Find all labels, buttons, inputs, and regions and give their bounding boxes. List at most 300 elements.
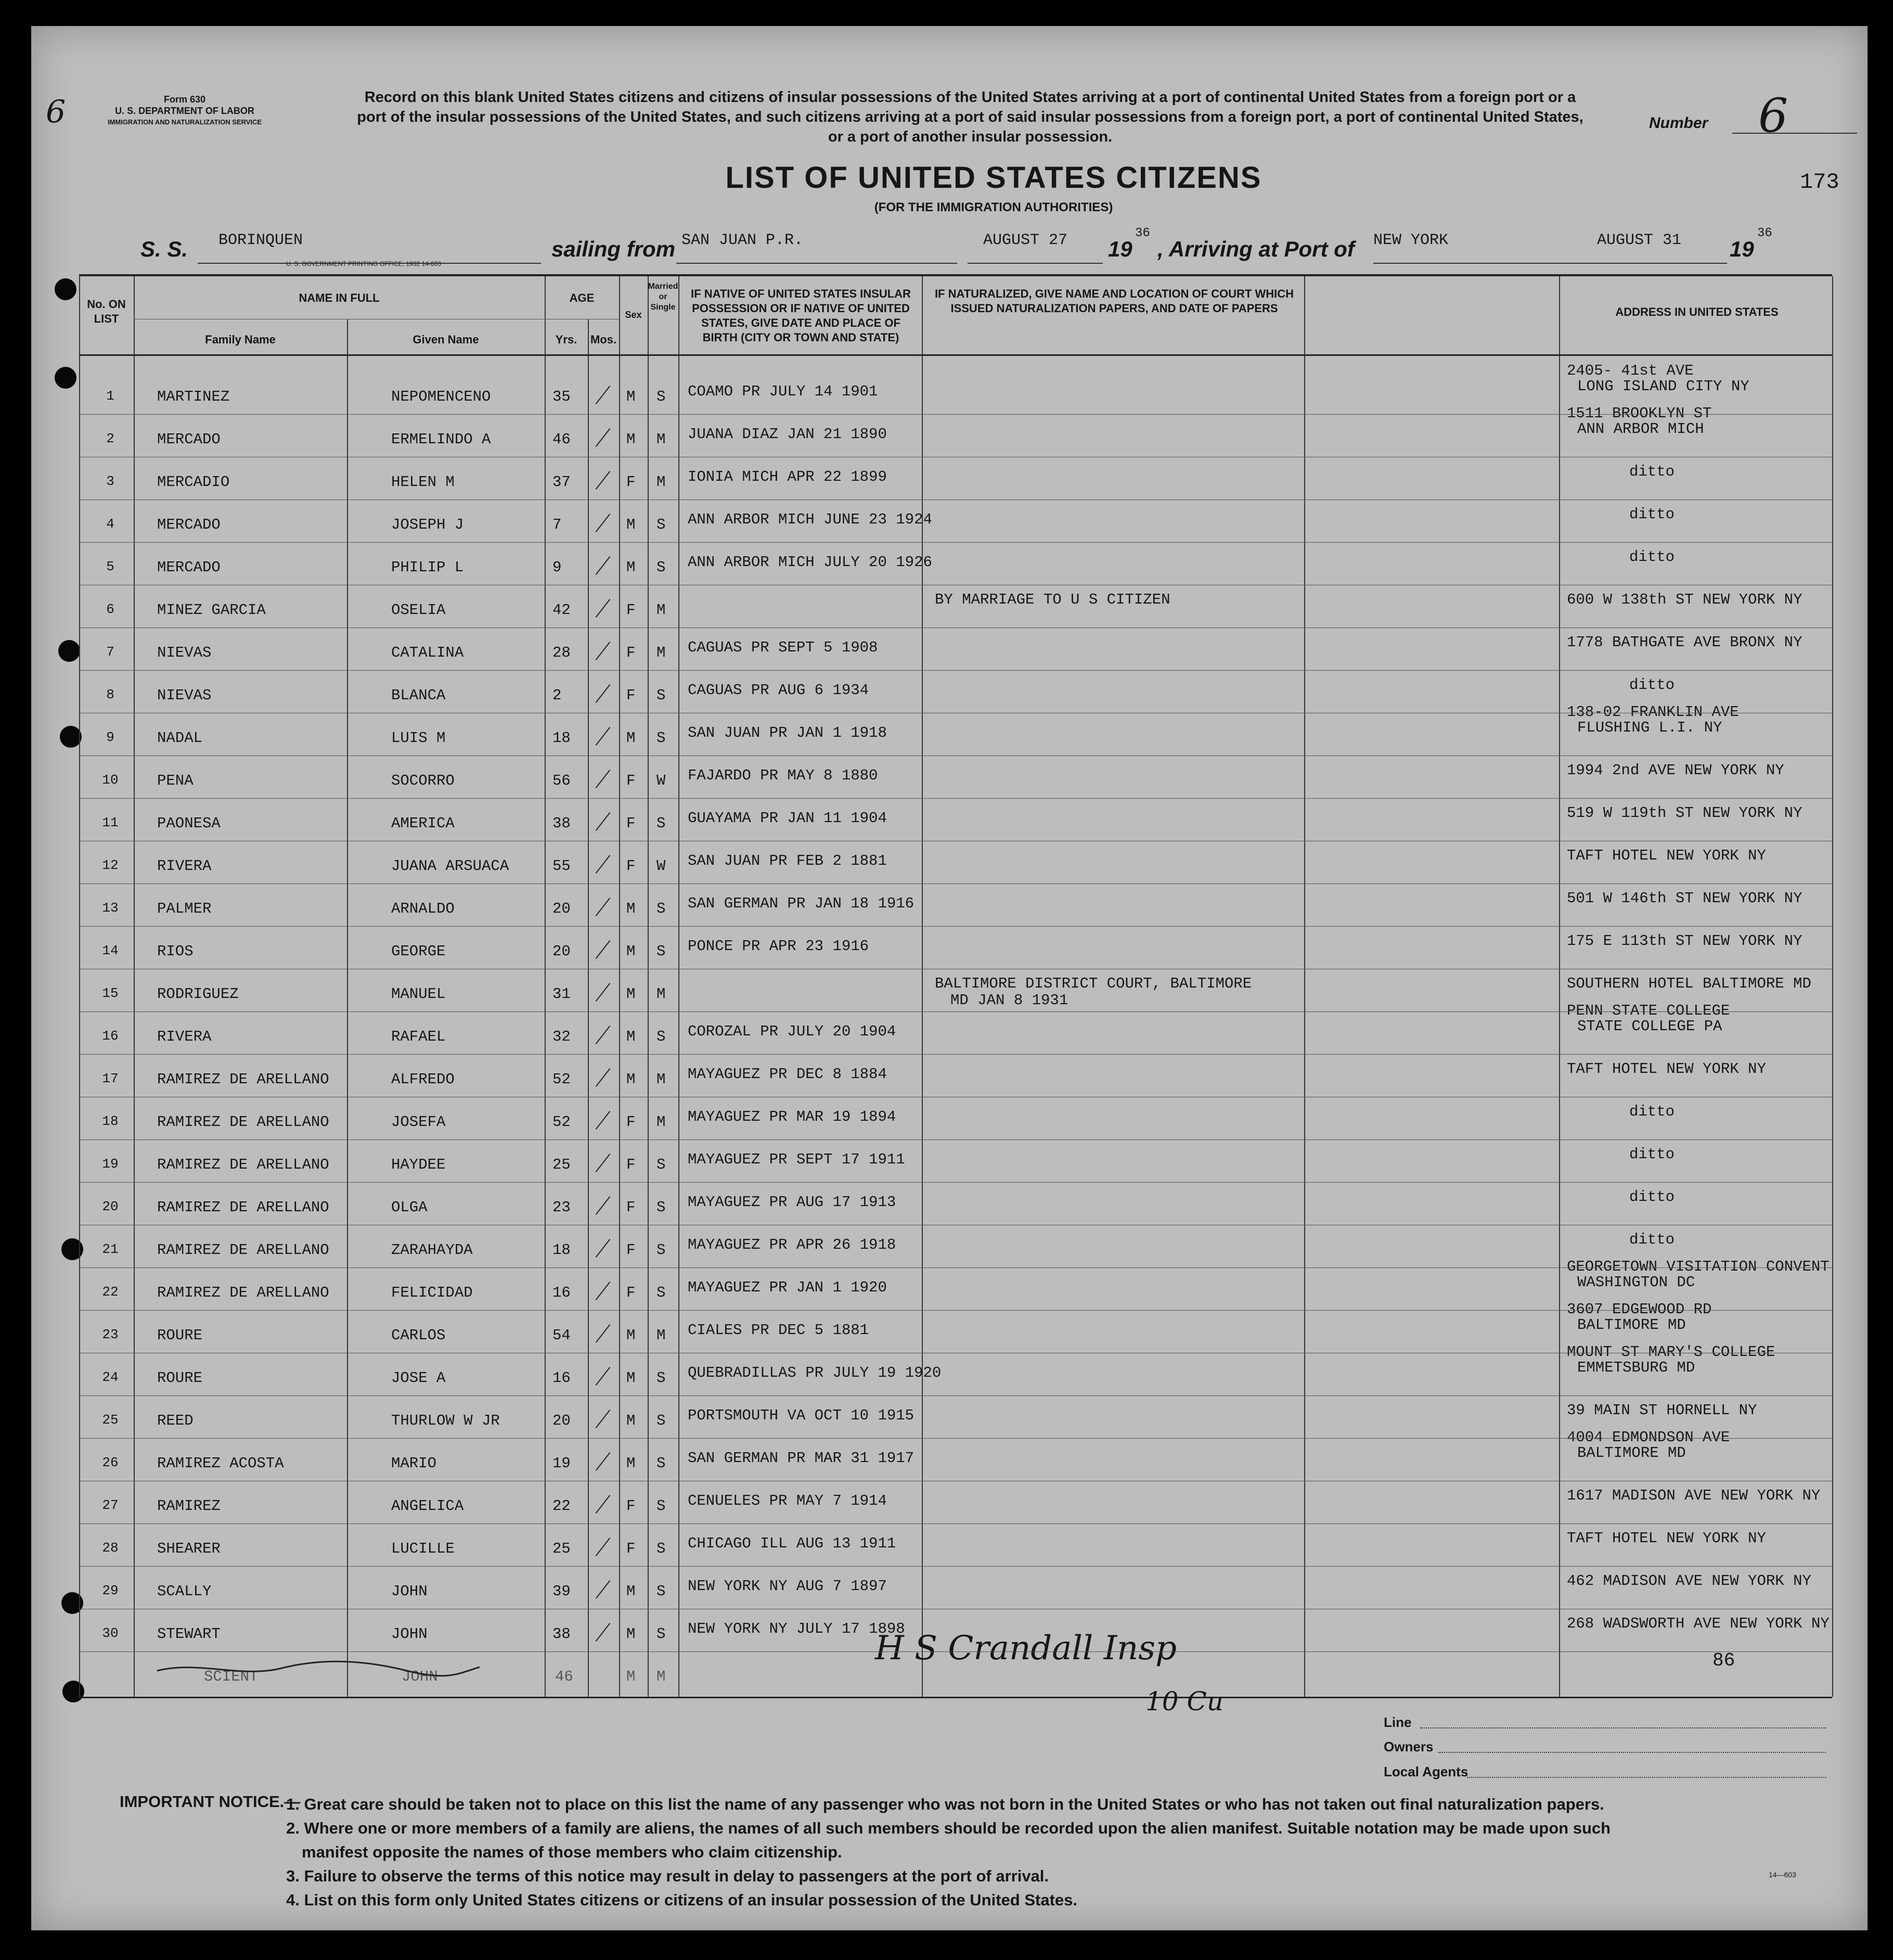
row-number: 5	[106, 559, 114, 574]
punch-hole	[55, 367, 76, 389]
col-married: Married or Single	[648, 282, 678, 312]
sex: M	[626, 1071, 636, 1088]
months-tick-mark	[596, 898, 611, 916]
address-line-1: 519 W 119th ST NEW YORK NY	[1567, 804, 1802, 822]
sex: F	[626, 644, 636, 661]
row-number: 22	[102, 1284, 119, 1300]
year-prefix: 19	[1108, 237, 1132, 261]
address-line-1: GEORGETOWN VISITATION CONVENT	[1567, 1258, 1830, 1275]
manifest-sheet	[31, 26, 1868, 1930]
months-tick-mark	[596, 855, 611, 874]
age-years: 20	[552, 1412, 571, 1429]
marital-status: S	[656, 1284, 666, 1301]
given-name: FELICIDAD	[391, 1284, 473, 1301]
birth-place-date: CENUELES PR MAY 7 1914	[688, 1492, 887, 1509]
notice-2-cont: manifest opposite the names of those members who claim citizenship.	[302, 1843, 842, 1861]
marital-status: M	[656, 985, 666, 1003]
row-number: 29	[102, 1583, 119, 1598]
row-rule	[79, 670, 1832, 671]
inspector-signature: H S Crandall Insp	[875, 1629, 1177, 1668]
arrival-year: 36	[1757, 226, 1772, 240]
family-name: RIOS	[157, 943, 194, 960]
family-name: SHEARER	[157, 1540, 221, 1557]
row-number: 18	[102, 1113, 119, 1129]
agents-field	[1467, 1777, 1826, 1778]
row-rule	[79, 1182, 1832, 1183]
row-number: 20	[102, 1199, 119, 1214]
row-number: 27	[102, 1497, 119, 1513]
sex: F	[626, 1199, 636, 1216]
family-name: RIVERA	[157, 857, 212, 875]
given-name: ZARAHAYDA	[391, 1241, 473, 1259]
birth-place-date: ANN ARBOR MICH JULY 20 1926	[688, 554, 932, 571]
family-name: RIVERA	[157, 1028, 212, 1045]
sex: F	[626, 1241, 636, 1259]
sex: F	[626, 1284, 636, 1301]
row-number: 3	[106, 473, 114, 489]
col-address: ADDRESS IN UNITED STATES	[1615, 305, 1779, 318]
owners-label: Owners	[1384, 1739, 1434, 1754]
birth-place-date: SAN JUAN PR JAN 1 1918	[688, 724, 887, 741]
row-rule	[79, 755, 1832, 756]
row-number: 2	[106, 431, 114, 446]
age-years: 55	[552, 857, 571, 875]
row-number: 8	[106, 687, 114, 702]
birth-place-date: QUEBRADILLAS PR JULY 19 1920	[688, 1364, 942, 1381]
family-name: RAMIREZ DE ARELLANO	[157, 1156, 329, 1173]
months-tick-mark	[596, 1239, 611, 1258]
notice-title: IMPORTANT NOTICE.—	[120, 1792, 301, 1811]
months-tick-mark	[596, 1111, 611, 1130]
months-tick-mark	[596, 1196, 611, 1215]
row-number: 7	[106, 644, 114, 660]
sex: M	[626, 1028, 636, 1045]
given-name: MARIO	[391, 1455, 437, 1472]
page-number: 173	[1800, 170, 1839, 195]
punch-hole	[60, 726, 82, 748]
marital-status: S	[656, 516, 666, 533]
marital-status: S	[656, 815, 666, 832]
row-number: 4	[106, 516, 114, 532]
row-rule	[79, 1011, 1832, 1012]
from-line	[676, 263, 957, 264]
months-tick-mark	[596, 386, 611, 404]
sex: M	[626, 1455, 636, 1472]
sex: F	[626, 1113, 636, 1131]
number-label: Number	[1649, 114, 1708, 132]
birth-place-date: SAN GERMAN PR JAN 18 1916	[688, 895, 915, 912]
months-tick-mark	[596, 642, 611, 660]
form-identifier	[86, 94, 284, 128]
birth-place-date: CHICAGO ILL AUG 13 1911	[688, 1535, 896, 1552]
page-subtitle: (FOR THE IMMIGRATION AUTHORITIES)	[874, 200, 1113, 214]
row-number: 6	[106, 601, 114, 617]
birth-place-date: FAJARDO PR MAY 8 1880	[688, 767, 878, 784]
marital-status: S	[656, 1412, 666, 1429]
birth-place-date: MAYAGUEZ PR SEPT 17 1911	[688, 1151, 905, 1168]
birth-place-date: JUANA DIAZ JAN 21 1890	[688, 426, 887, 443]
birth-place-date: IONIA MICH APR 22 1899	[688, 468, 887, 485]
address-line-1: ditto	[1629, 1188, 1675, 1206]
struck-given: JOHN	[402, 1668, 438, 1685]
address-line-1: 1617 MADISON AVE NEW YORK NY	[1567, 1487, 1821, 1504]
age-years: 9	[552, 559, 562, 576]
address-line-1: TAFT HOTEL NEW YORK NY	[1567, 847, 1766, 864]
strike-through	[157, 1658, 480, 1679]
sex: M	[626, 985, 636, 1003]
given-name: GEORGE	[391, 943, 446, 960]
months-tick-mark	[596, 1452, 611, 1471]
marital-status: S	[656, 687, 666, 704]
row-rule	[79, 542, 1832, 543]
family-name: RAMIREZ DE ARELLANO	[157, 1113, 329, 1131]
record-instructions: Record on this blank United States citizens and citizens of insular possessions of the United States arriving at a port of continental United States from a foreign port or a port of the insular possessions of the United States, and such citizens arriving at a port of said insular possessions from a foreign port, a port of continental United States, or a port of another insular possession.	[357, 89, 1583, 145]
address-line-1: 1994 2nd AVE NEW YORK NY	[1567, 762, 1784, 779]
passenger-table	[79, 274, 1832, 1716]
marital-status: S	[656, 1583, 666, 1600]
given-name: PHILIP L	[391, 559, 464, 576]
birth-place-date: SAN GERMAN PR MAR 31 1917	[688, 1450, 915, 1467]
birth-place-date: MAYAGUEZ PR APR 26 1918	[688, 1236, 896, 1253]
inspector-note: 10 Cu	[1145, 1686, 1224, 1716]
sex: M	[626, 900, 636, 917]
row-number: 21	[102, 1241, 119, 1257]
date-line	[968, 263, 1103, 264]
page-title: LIST OF UNITED STATES CITIZENS	[725, 161, 1262, 195]
row-rule	[79, 414, 1832, 415]
age-years: 2	[552, 687, 562, 704]
sex: F	[626, 473, 636, 491]
family-name: RAMIREZ DE ARELLANO	[157, 1284, 329, 1301]
marital-status: S	[656, 559, 666, 576]
age-years: 31	[552, 985, 571, 1003]
birth-place-date: MAYAGUEZ PR DEC 8 1884	[688, 1066, 887, 1083]
address-line-1: 462 MADISON AVE NEW YORK NY	[1567, 1572, 1811, 1590]
family-name: NADAL	[157, 729, 203, 747]
row-rule	[79, 1395, 1832, 1396]
row-rule	[79, 1566, 1832, 1567]
family-name: MERCADO	[157, 516, 221, 533]
family-name: RAMIREZ ACOSTA	[157, 1455, 284, 1472]
months-tick-mark	[596, 770, 611, 788]
months-tick-mark	[596, 1068, 611, 1087]
months-tick-mark	[596, 1324, 611, 1343]
birth-place-date: COAMO PR JULY 14 1901	[688, 383, 878, 400]
sex: M	[626, 431, 636, 448]
marital-status: S	[656, 1199, 666, 1216]
owners-field	[1438, 1752, 1826, 1753]
months-tick-mark	[596, 983, 611, 1002]
marital-status: M	[656, 1113, 666, 1131]
given-name: LUIS M	[391, 729, 446, 747]
row-number: 1	[106, 388, 114, 404]
family-name: ROURE	[157, 1369, 203, 1387]
row-rule	[79, 627, 1832, 628]
given-name: HAYDEE	[391, 1156, 446, 1173]
sex: F	[626, 1540, 636, 1557]
row-rule	[79, 1139, 1832, 1140]
given-name: LUCILLE	[391, 1540, 455, 1557]
age-years: 7	[552, 516, 562, 533]
marital-status: W	[656, 772, 666, 789]
given-name: ARNALDO	[391, 900, 455, 917]
age-years: 38	[552, 1625, 571, 1643]
line-field	[1420, 1727, 1826, 1728]
given-name: JUANA ARSUACA	[391, 857, 509, 875]
row-number: 28	[102, 1540, 119, 1556]
birth-place-date: PONCE PR APR 23 1916	[688, 938, 869, 955]
notice-2: 2. Where one or more members of a family are aliens, the names of all such members should be recorded upon the alien manifest. Suitable notation may be made upon such	[286, 1819, 1611, 1837]
birth-place-date: MAYAGUEZ PR JAN 1 1920	[688, 1279, 887, 1296]
given-name: BLANCA	[391, 687, 446, 704]
marital-status: S	[656, 1455, 666, 1472]
sail-date: AUGUST 27	[983, 232, 1068, 249]
age-years: 54	[552, 1327, 571, 1344]
family-name: RAMIREZ DE ARELLANO	[157, 1071, 329, 1088]
row-number: 25	[102, 1412, 119, 1428]
address-line-1: ditto	[1629, 1103, 1675, 1120]
address-line-1: TAFT HOTEL NEW YORK NY	[1567, 1530, 1766, 1547]
row-rule	[79, 1438, 1832, 1439]
naturalization: BALTIMORE DISTRICT COURT, BALTIMORE	[935, 975, 1252, 992]
address-line-1: ditto	[1629, 1231, 1675, 1248]
row-rule	[79, 1054, 1832, 1055]
address-line-1: 39 MAIN ST HORNELL NY	[1567, 1402, 1757, 1419]
year-prefix: 19	[1730, 237, 1754, 261]
months-tick-mark	[596, 1495, 611, 1514]
age-years: 35	[552, 388, 571, 405]
age-years: 20	[552, 900, 571, 917]
age-years: 16	[552, 1369, 571, 1387]
row-number: 14	[102, 943, 119, 958]
col-birth: IF NATIVE OF UNITED STATES INSULAR POSSESSION OR IF NATIVE OF UNITED STATES, GIVE DATE AND PLACE OF BIRTH (CITY OR TOWN AND STATE)	[691, 287, 911, 344]
col-yrs: Yrs.	[555, 333, 577, 346]
address-line-1: 4004 EDMONDSON AVE	[1567, 1429, 1730, 1446]
row-number: 10	[102, 772, 119, 788]
birth-place-date: MAYAGUEZ PR AUG 17 1913	[688, 1194, 896, 1211]
sex: F	[626, 687, 636, 704]
family-name: MERCADO	[157, 559, 221, 576]
marital-status: S	[656, 1241, 666, 1259]
age-years: 18	[552, 1241, 571, 1259]
address-line-1: PENN STATE COLLEGE	[1567, 1002, 1730, 1019]
struck-ms: M	[656, 1668, 666, 1685]
address-line-1: 2405- 41st AVE	[1567, 362, 1694, 379]
notice-3: 3. Failure to observe the terms of this notice may result in delay to passengers at the port of arrival.	[286, 1867, 1049, 1885]
sex: M	[626, 1625, 636, 1643]
row-rule	[79, 1267, 1832, 1268]
col-sex: Sex	[625, 310, 642, 320]
col-given-name: Given Name	[413, 333, 479, 346]
given-name: OLGA	[391, 1199, 428, 1216]
address-line-1: 600 W 138th ST NEW YORK NY	[1567, 591, 1802, 608]
col-mos: Mos.	[590, 333, 617, 346]
naturalization: BY MARRIAGE TO U S CITIZEN	[935, 591, 1170, 608]
marital-status: S	[656, 729, 666, 747]
sex: F	[626, 857, 636, 875]
line-label: Line	[1384, 1714, 1412, 1730]
family-name: SCALLY	[157, 1583, 212, 1600]
address-line-1: ditto	[1629, 506, 1675, 523]
given-name: CATALINA	[391, 644, 464, 661]
age-years: 25	[552, 1540, 571, 1557]
row-rule	[79, 1651, 1832, 1652]
given-name: THURLOW W JR	[391, 1412, 500, 1429]
marital-status: M	[656, 601, 666, 619]
marital-status: M	[656, 1071, 666, 1088]
sex: M	[626, 559, 636, 576]
family-name: RAMIREZ	[157, 1497, 221, 1515]
notice-1: 1. Great care should be taken not to place on this list the name of any passenger who was not born in the United States or who has not taken out final naturalization papers.	[286, 1795, 1604, 1813]
age-years: 18	[552, 729, 571, 747]
punch-hole	[58, 640, 80, 662]
address-line-1: ditto	[1629, 548, 1675, 566]
row-number: 11	[102, 815, 119, 830]
row-rule	[79, 926, 1832, 927]
birth-place-date: NEW YORK NY AUG 7 1897	[688, 1578, 887, 1595]
row-number: 26	[102, 1455, 119, 1470]
struck-sex: M	[626, 1668, 636, 1685]
given-name: OSELIA	[391, 601, 446, 619]
address-line-2: LONG ISLAND CITY NY	[1577, 378, 1749, 395]
given-name: JOSEPH J	[391, 516, 464, 533]
given-name: CARLOS	[391, 1327, 446, 1344]
given-name: SOCORRO	[391, 772, 455, 789]
marital-status: S	[656, 388, 666, 405]
age-years: 52	[552, 1071, 571, 1088]
months-tick-mark	[596, 556, 611, 575]
marital-status: S	[656, 1369, 666, 1387]
sex: M	[626, 1369, 636, 1387]
family-name: MERCADO	[157, 431, 221, 448]
sex: M	[626, 516, 636, 533]
arriving-label: , Arriving at Port of	[1157, 237, 1355, 261]
birth-place-date: CIALES PR DEC 5 1881	[688, 1322, 869, 1339]
family-name: RAMIREZ DE ARELLANO	[157, 1241, 329, 1259]
sailing-label: sailing from	[551, 237, 676, 261]
sex: F	[626, 601, 636, 619]
address-line-1: SOUTHERN HOTEL BALTIMORE MD	[1567, 975, 1811, 992]
age-years: 28	[552, 644, 571, 661]
sex: F	[626, 815, 636, 832]
marital-status: S	[656, 1156, 666, 1173]
address-line-2: WASHINGTON DC	[1577, 1274, 1695, 1291]
age-years: 25	[552, 1156, 571, 1173]
list-number: 6	[1758, 88, 1788, 143]
sex: M	[626, 388, 636, 405]
months-tick-mark	[596, 1623, 611, 1642]
sex: M	[626, 729, 636, 747]
sail-year: 36	[1135, 226, 1150, 240]
age-years: 37	[552, 473, 571, 491]
punch-hole	[55, 278, 76, 300]
months-tick-mark	[596, 1154, 611, 1172]
address-line-2: BALTIMORE MD	[1577, 1444, 1686, 1462]
given-name: JOSE A	[391, 1369, 446, 1387]
sex: M	[626, 1583, 636, 1600]
marital-status: W	[656, 857, 666, 875]
row-number: 30	[102, 1625, 119, 1641]
margin-mark: 6	[46, 94, 66, 130]
age-years: 52	[552, 1113, 571, 1131]
address-line-1: ditto	[1629, 1146, 1675, 1163]
notice-4: 4. List on this form only United States citizens or citizens of an insular possession of the United States.	[286, 1891, 1077, 1909]
age-years: 16	[552, 1284, 571, 1301]
ship-name: BORINQUEN	[218, 232, 303, 249]
sex: M	[626, 1327, 636, 1344]
row-number: 24	[102, 1369, 119, 1385]
age-years: 32	[552, 1028, 571, 1045]
family-name: PAONESA	[157, 815, 221, 832]
months-tick-mark	[596, 1282, 611, 1300]
address-line-1: TAFT HOTEL NEW YORK NY	[1567, 1060, 1766, 1078]
arrival-port: NEW YORK	[1373, 232, 1449, 249]
address-line-1: ditto	[1629, 463, 1675, 480]
marital-status: M	[656, 1327, 666, 1344]
family-name: NIEVAS	[157, 644, 212, 661]
family-name: REED	[157, 1412, 194, 1429]
service-name: IMMIGRATION AND NATURALIZATION SERVICE	[107, 118, 262, 126]
address-line-1: 268 WADSWORTH AVE NEW YORK NY	[1567, 1615, 1830, 1632]
total-count: 86	[1712, 1650, 1735, 1671]
arrival-date: AUGUST 31	[1597, 232, 1682, 249]
months-tick-mark	[596, 1367, 611, 1386]
birth-place-date: COROZAL PR JULY 20 1904	[688, 1023, 896, 1040]
sex: F	[626, 1156, 636, 1173]
col-name-in-full: NAME IN FULL	[299, 291, 380, 304]
birth-place-date: MAYAGUEZ PR MAR 19 1894	[688, 1108, 896, 1125]
col-naturalized: IF NATURALIZED, GIVE NAME AND LOCATION OF COURT WHICH ISSUED NATURALIZATION PAPERS, AND DATE OF PAPERS	[934, 287, 1294, 315]
address-line-1: 138-02 FRANKLIN AVE	[1567, 703, 1739, 721]
row-rule	[79, 883, 1832, 884]
given-name: JOHN	[391, 1583, 428, 1600]
family-name: PENA	[157, 772, 194, 789]
months-tick-mark	[596, 1410, 611, 1428]
age-years: 23	[552, 1199, 571, 1216]
given-name: ANGELICA	[391, 1497, 464, 1515]
address-line-2: FLUSHING L.I. NY	[1577, 719, 1722, 736]
months-tick-mark	[596, 1538, 611, 1556]
months-tick-mark	[596, 684, 611, 703]
row-rule	[79, 1310, 1832, 1311]
birth-place-date: GUAYAMA PR JAN 11 1904	[688, 810, 887, 827]
address-line-1: 1778 BATHGATE AVE BRONX NY	[1567, 634, 1802, 651]
address-line-1: 175 E 113th ST NEW YORK NY	[1567, 932, 1802, 950]
arrival-line	[1373, 263, 1727, 264]
address-line-1: 3607 EDGEWOOD RD	[1567, 1301, 1712, 1318]
months-tick-mark	[596, 471, 611, 490]
number-line	[1732, 133, 1857, 134]
row-number: 16	[102, 1028, 119, 1044]
row-rule	[79, 499, 1832, 500]
months-tick-mark	[596, 599, 611, 618]
gpo-note: U. S. GOVERNMENT PRINTING OFFICE, 1932 14-603	[286, 260, 441, 267]
months-tick-mark	[596, 940, 611, 959]
department: U. S. DEPARTMENT OF LABOR	[115, 106, 254, 116]
family-name: RAMIREZ DE ARELLANO	[157, 1199, 329, 1216]
family-name: MINEZ GARCIA	[157, 601, 266, 619]
struck-family: SCIENT	[204, 1668, 259, 1685]
age-years: 38	[552, 815, 571, 832]
struck-age: 46	[555, 1668, 573, 1685]
sex: M	[626, 943, 636, 960]
marital-status: S	[656, 1028, 666, 1045]
col-family-name: Family Name	[205, 333, 276, 346]
given-name: HELEN M	[391, 473, 455, 491]
form-number: Form 630	[163, 94, 206, 105]
age-years: 19	[552, 1455, 571, 1472]
row-rule	[79, 1523, 1832, 1524]
